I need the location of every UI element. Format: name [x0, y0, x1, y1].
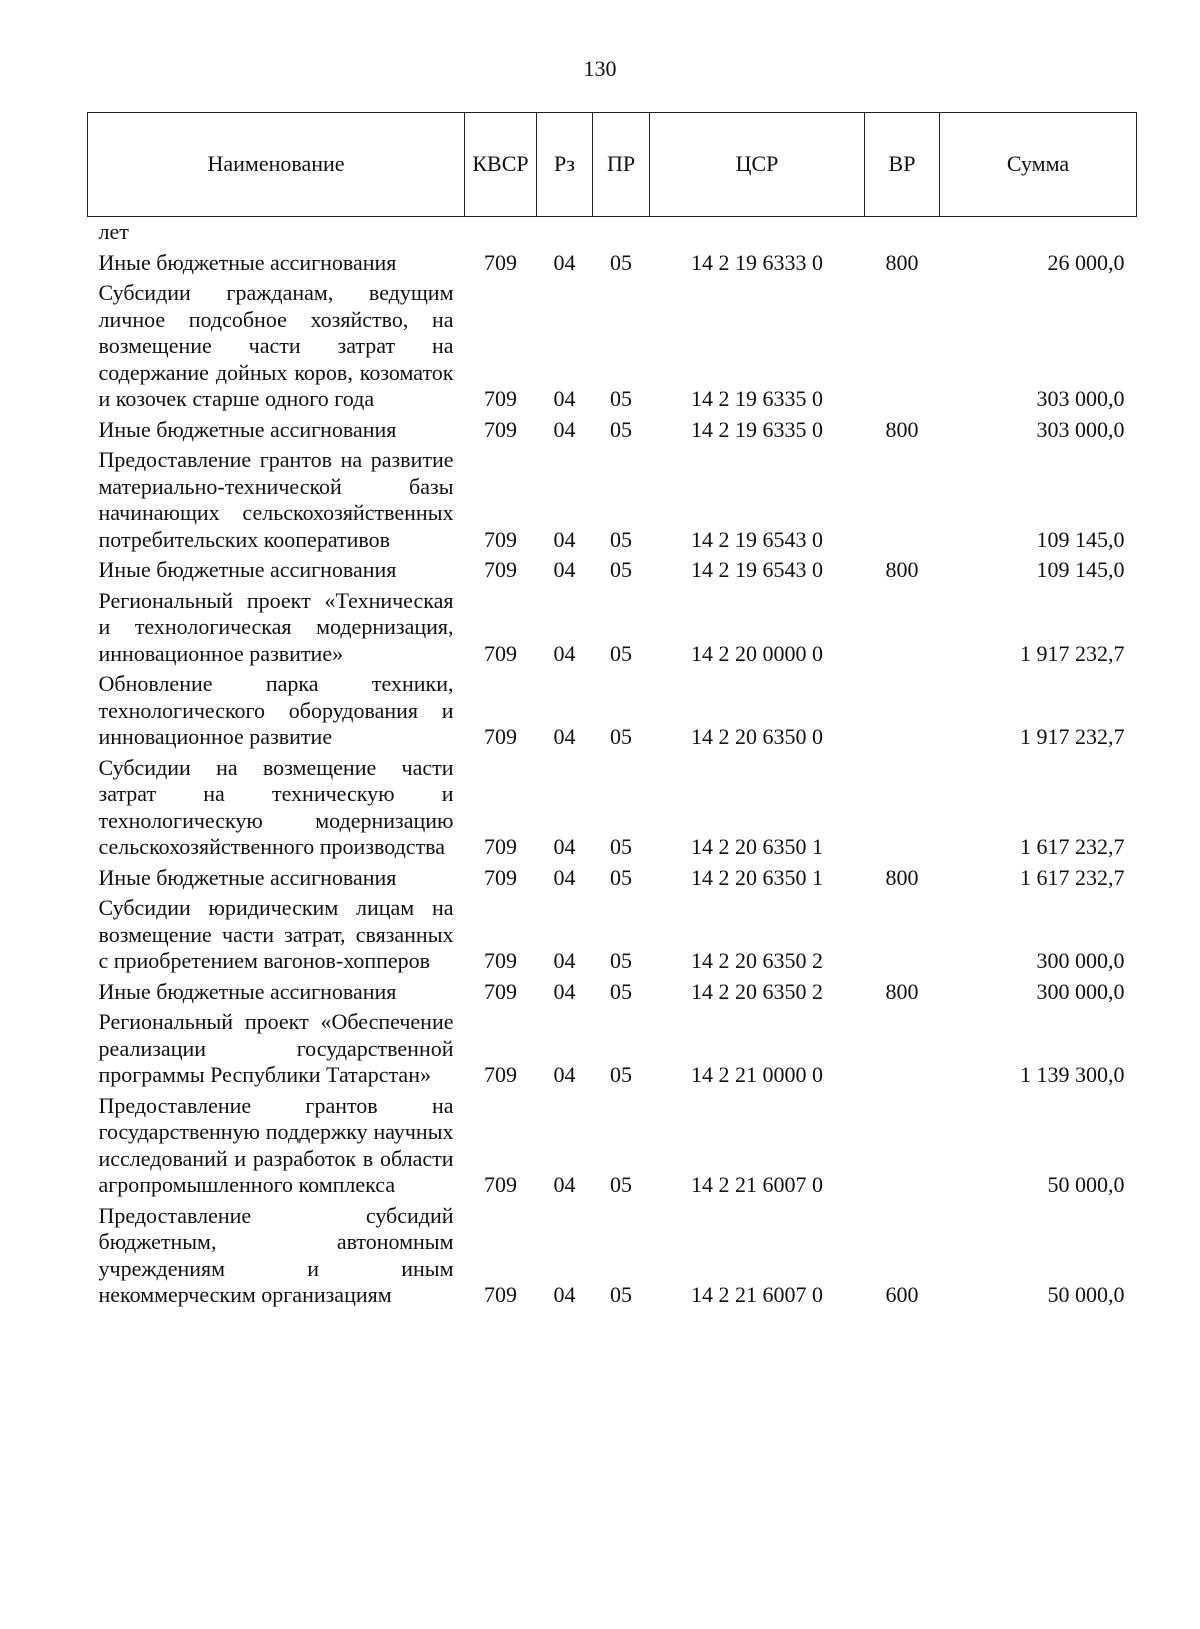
cell-sum: 300 000,0	[1036, 948, 1125, 973]
cell-rz: 04	[553, 249, 576, 275]
cell-csr: 14 2 21 6007 0	[691, 1172, 823, 1197]
cell-vr	[865, 217, 940, 246]
cell-csr: 14 2 19 6335 0	[691, 386, 823, 411]
cell-rz: 04	[553, 640, 576, 666]
cell-pr: 05	[610, 249, 632, 275]
cell-rz: 04	[553, 557, 576, 582]
cell-vr	[865, 276, 940, 413]
cell-name: Субсидии гражданам, ведущим личное подсобное хозяйство, на возмещение части затрат на содержание дойных коров, козоматок и козочек старше одного года	[98, 280, 454, 411]
cell-sum: 303 000,0	[1036, 416, 1125, 442]
cell-name: Региональный проект «Обеспечение реализации государственной программы Республики Татарстан»	[98, 1009, 454, 1087]
cell-csr: 14 2 20 6350 1	[691, 834, 823, 859]
cell-csr: 14 2 19 6333 0	[691, 249, 823, 275]
cell-sum: 1 617 232,7	[1020, 834, 1125, 859]
cell-vr	[865, 584, 940, 668]
cell-rz: 04	[553, 1172, 576, 1197]
cell-csr: 14 2 21 6007 0	[691, 1282, 823, 1307]
cell-kvsr: 709	[484, 978, 517, 1004]
table-row	[88, 584, 1137, 668]
cell-name: Обновление парка техники, технологического оборудования и инновационное развитие	[98, 671, 454, 749]
cell-csr: 14 2 20 0000 0	[691, 640, 823, 666]
table-row	[88, 443, 1137, 553]
table-row	[88, 1089, 1137, 1199]
cell-csr: 14 2 20 6350 2	[691, 948, 823, 973]
header-kvsr: КВСР	[465, 113, 537, 217]
cell-vr: 800	[885, 416, 919, 442]
header-csr: ЦСР	[650, 113, 865, 217]
cell-sum	[940, 217, 1137, 246]
cell-vr	[865, 1089, 940, 1199]
cell-rz: 04	[553, 724, 576, 749]
cell-name: Иные бюджетные ассигнования	[98, 416, 397, 442]
cell-rz: 04	[553, 386, 576, 411]
table-row	[88, 751, 1137, 861]
cell-pr: 05	[610, 640, 632, 666]
cell-name: Субсидии на возмещение части затрат на техническую и технологическую модернизацию сельскохозяйственного производства	[98, 754, 454, 859]
header-sum: Сумма	[940, 113, 1137, 217]
cell-name: Иные бюджетные ассигнования	[98, 864, 397, 890]
header-vr: ВР	[865, 113, 940, 217]
table-body	[88, 217, 1137, 1309]
cell-pr: 05	[610, 948, 632, 973]
page-number: 130	[583, 56, 617, 81]
cell-sum: 109 145,0	[1036, 557, 1125, 582]
cell-vr	[865, 1005, 940, 1089]
cell-pr: 05	[610, 978, 632, 1004]
cell-kvsr: 709	[484, 1282, 517, 1307]
cell-rz: 04	[553, 1282, 576, 1307]
cell-sum: 1 139 300,0	[1020, 1062, 1125, 1087]
cell-rz: 04	[553, 948, 576, 973]
cell-vr	[865, 891, 940, 975]
cell-vr	[865, 667, 940, 751]
cell-pr: 05	[610, 1172, 632, 1197]
cell-pr: 05	[610, 386, 632, 411]
cell-rz	[537, 217, 593, 246]
table-header	[88, 113, 1137, 217]
cell-kvsr: 709	[484, 724, 517, 749]
cell-kvsr	[465, 217, 537, 246]
cell-kvsr: 709	[484, 640, 517, 666]
cell-pr: 05	[610, 724, 632, 749]
cell-rz: 04	[553, 978, 576, 1004]
table-row	[88, 413, 1137, 444]
cell-sum: 50 000,0	[1047, 1172, 1125, 1197]
cell-kvsr: 709	[484, 386, 517, 411]
cell-csr: 14 2 20 6350 0	[691, 724, 823, 749]
cell-rz: 04	[553, 1062, 576, 1087]
cell-sum: 109 145,0	[1036, 526, 1125, 552]
cell-rz: 04	[553, 416, 576, 442]
cell-pr: 05	[610, 864, 632, 890]
cell-csr	[650, 217, 865, 246]
cell-vr: 600	[885, 1282, 919, 1307]
table-row	[88, 246, 1137, 277]
table-row	[88, 861, 1137, 892]
cell-rz: 04	[553, 526, 576, 552]
cell-vr	[865, 443, 940, 553]
cell-name: Предоставление грантов на государственную поддержку научных исследований и разработок в области агропромышленного комплекса	[98, 1092, 454, 1197]
cell-csr: 14 2 19 6335 0	[691, 416, 823, 442]
table-row	[88, 276, 1137, 413]
cell-pr: 05	[610, 1062, 632, 1087]
cell-kvsr: 709	[484, 834, 517, 859]
cell-sum: 1 917 232,7	[1020, 724, 1125, 749]
cell-name: Субсидии юридическим лицам на возмещение части затрат, связанных с приобретением вагонов-хопперов	[98, 895, 454, 973]
cell-sum: 1 917 232,7	[1020, 640, 1125, 666]
table-row	[88, 667, 1137, 751]
budget-table	[87, 112, 1137, 1309]
cell-kvsr: 709	[484, 1062, 517, 1087]
table-row	[88, 1005, 1137, 1089]
cell-sum: 300 000,0	[1036, 978, 1125, 1004]
cell-name: Предоставление грантов на развитие материально-технической базы начинающих сельскохозяйственных потребительских кооперативов	[98, 447, 454, 552]
cell-pr: 05	[610, 526, 632, 552]
cell-vr: 800	[885, 864, 919, 890]
cell-kvsr: 709	[484, 948, 517, 973]
cell-sum: 303 000,0	[1036, 386, 1125, 411]
cell-pr: 05	[610, 416, 632, 442]
cell-kvsr: 709	[484, 557, 517, 582]
cell-vr: 800	[885, 249, 919, 275]
cell-pr	[593, 217, 650, 246]
table-row	[88, 217, 1137, 246]
cell-vr	[865, 751, 940, 861]
cell-csr: 14 2 19 6543 0	[691, 526, 823, 552]
cell-name: Предоставление субсидий бюджетным, автономным учреждениям и иным некоммерческим организациям	[98, 1202, 454, 1307]
table-row	[88, 553, 1137, 584]
header-row	[88, 113, 1137, 217]
header-name: Наименование	[88, 113, 465, 217]
table-row	[88, 1199, 1137, 1309]
cell-name: Иные бюджетные ассигнования	[98, 978, 397, 1004]
cell-rz: 04	[553, 834, 576, 859]
header-rz: Рз	[537, 113, 593, 217]
cell-kvsr: 709	[484, 526, 517, 552]
cell-csr: 14 2 21 0000 0	[691, 1062, 823, 1087]
cell-vr: 800	[885, 557, 919, 582]
cell-sum: 26 000,0	[1047, 249, 1125, 275]
cell-name: Иные бюджетные ассигнования	[98, 249, 397, 275]
cell-kvsr: 709	[484, 864, 517, 890]
header-pr: ПР	[593, 113, 650, 217]
table-row	[88, 975, 1137, 1006]
table-row	[88, 891, 1137, 975]
cell-name: Региональный проект «Техническая и технологическая модернизация, инновационное развитие»	[98, 587, 454, 666]
cell-kvsr: 709	[484, 249, 517, 275]
cell-pr: 05	[610, 834, 632, 859]
cell-csr: 14 2 20 6350 1	[691, 864, 823, 890]
cell-pr: 05	[610, 557, 632, 582]
cell-sum: 1 617 232,7	[1020, 864, 1125, 890]
cell-vr: 800	[885, 978, 919, 1004]
cell-kvsr: 709	[484, 416, 517, 442]
cell-csr: 14 2 20 6350 2	[691, 978, 823, 1004]
cell-kvsr: 709	[484, 1172, 517, 1197]
cell-pr: 05	[610, 1282, 632, 1307]
cell-csr: 14 2 19 6543 0	[691, 557, 823, 582]
cell-name: Иные бюджетные ассигнования	[98, 557, 397, 582]
cell-name: лет	[98, 219, 129, 244]
cell-rz: 04	[553, 864, 576, 890]
cell-sum: 50 000,0	[1047, 1282, 1125, 1307]
